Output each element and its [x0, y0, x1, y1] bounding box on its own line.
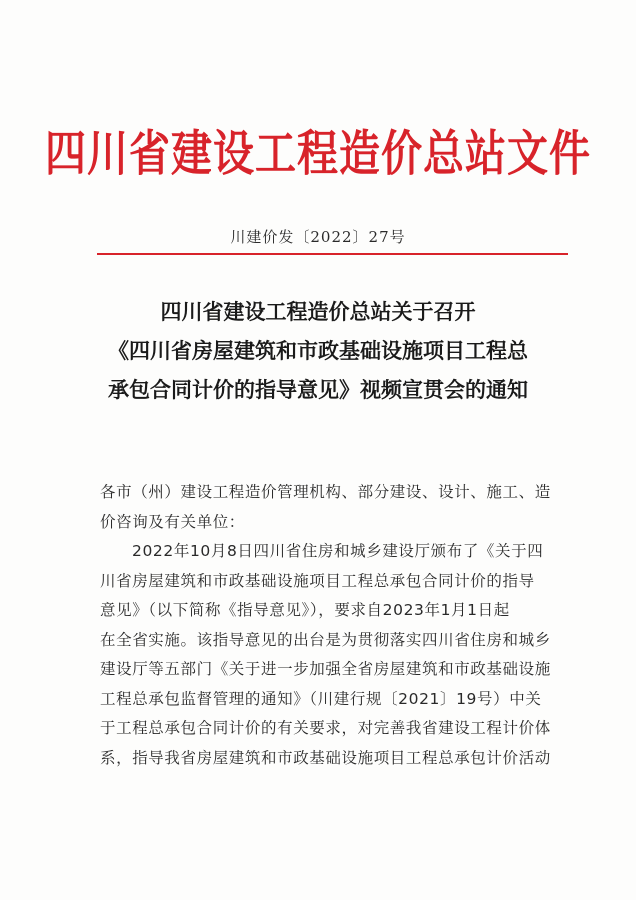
title-line-2: 《四川省房屋建筑和市政基础设施项目工程总 [108, 338, 528, 363]
paragraph-1-line-6: 工程总承包监督管理的通知》（川建行规〔2021〕19号）中关 [100, 689, 542, 708]
title-line-3: 承包合同计价的指导意见》视频宣贯会的通知 [108, 377, 528, 402]
document-title [60, 292, 576, 409]
paragraph-1-line-7: 于工程总承包合同计价的有关要求，对完善我省建设工程计价体 [100, 719, 551, 737]
paragraph-1-line-4: 在全省实施。该指导意见的出台是为贯彻落实四川省住房和城乡 [100, 630, 551, 649]
title-line-1: 四川省建设工程造价总站关于召开 [160, 299, 476, 324]
salutation-line-1: 各市（州）建设工程造价管理机构、部分建设、设计、施工、造 [100, 483, 551, 501]
paragraph-1-line-1: 2022年10月8日四川省住房和城乡建设厅颁布了《关于四 [132, 542, 544, 560]
paragraph-1-line-8: 系，指导我省房屋建筑和市政基础设施项目工程总承包计价活动 [100, 748, 551, 767]
red-divider-line [97, 253, 568, 255]
paragraph-1-line-5: 建设厅等五部门《关于进一步加强全省房屋建筑和市政基础设施 [100, 660, 551, 678]
paragraph-1-line-3: 意见》（以下简称《指导意见》），要求自2023年1月1日起 [100, 601, 510, 619]
salutation-line-2: 价咨询及有关单位： [100, 512, 245, 531]
document-number: 川建价发〔2022〕27号 [230, 228, 406, 246]
document-body [100, 478, 568, 773]
issuing-organization-header: 四川省建设工程造价总站文件 [45, 125, 591, 182]
paragraph-1-line-2: 川省房屋建筑和市政基础设施项目工程总承包合同计价的指导 [100, 571, 535, 590]
